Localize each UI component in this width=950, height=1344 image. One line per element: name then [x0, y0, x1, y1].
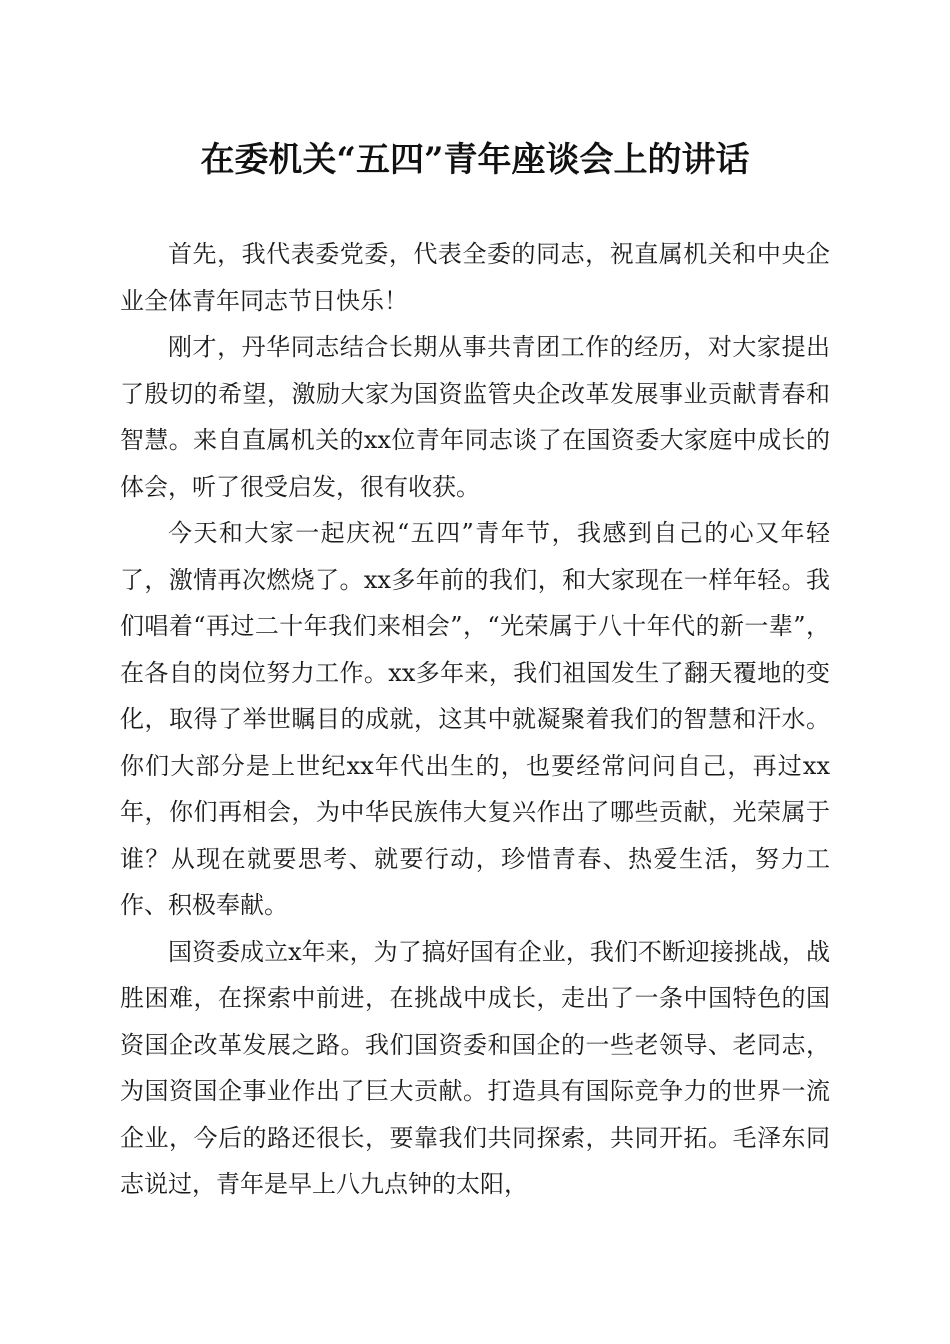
paragraph-sasac: 国资委成立x年来，为了搞好国有企业，我们不断迎接挑战，战胜困难，在探索中前进，在挑战中成长，走出了一条中国特色的国资国企改革发展之路。我们国资委和国企的一些老领导、老同志，为国资国企事业作出了巨大贡献。打造具有国际竞争力的世界一流企业，今后的路还很长，要靠我们共同探索，共同开拓。毛泽东同志说过，青年是早上八九点钟的太阳，	[120, 937, 830, 1198]
paragraph-youth-day: 今天和大家一起庆祝“五四”青年节，我感到自己的心又年轻了，激情再次燃烧了。xx多年前的我们，和大家现在一样年轻。我们唱着“再过二十年我们来相会”，“光荣属于八十年代的新一辈”，在各自的岗位努力工作。xx多年来，我们祖国发生了翻天覆地的变化，取得了举世瞩目的成就，这其中就凝聚着我们的智慧和汗水。你们大部分是上世纪xx年代出生的，也要经常问问自己，再过xx年，你们再相会，为中华民族伟大复兴作出了哪些贡献，光荣属于谁？从现在就要思考、就要行动，珍惜青春、热爱生活，努力工作、积极奉献。	[120, 519, 830, 919]
paragraph-review: 刚才，丹华同志结合长期从事共青团工作的经历，对大家提出了殷切的希望，激励大家为国资监管央企改革发展事业贡献青春和智慧。来自直属机关的xx位青年同志谈了在国资委大家庭中成长的体会，听了很受启发，很有收获。	[120, 333, 830, 501]
document-body	[120, 231, 830, 1208]
document-title: 在委机关“五四”青年座谈会上的讲话	[200, 140, 750, 180]
paragraph-greeting: 首先，我代表委党委，代表全委的同志，祝直属机关和中央企业全体青年同志节日快乐！	[120, 240, 830, 315]
